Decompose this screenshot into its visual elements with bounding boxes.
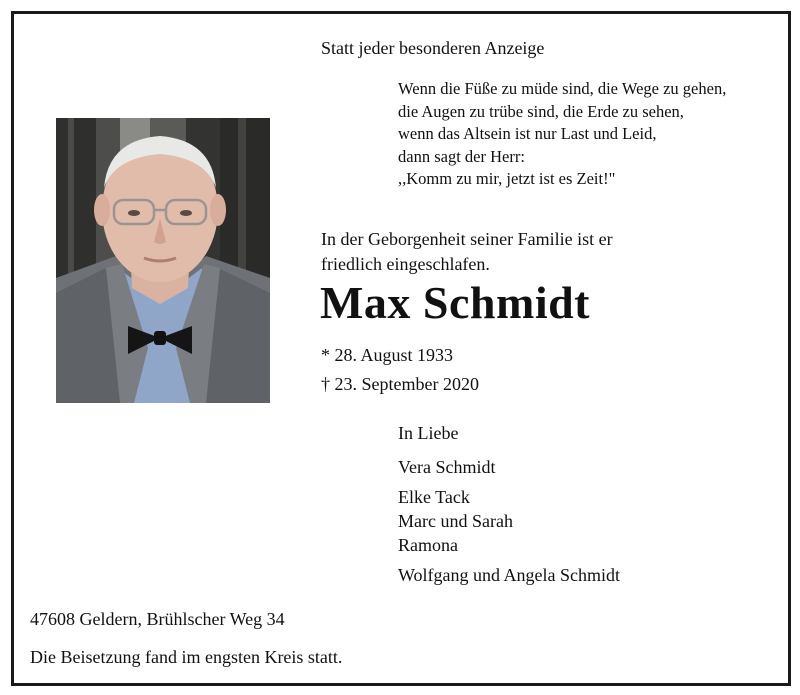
poem-line: Wenn die Füße zu müde sind, die Wege zu gehen, (398, 79, 727, 98)
mourner-name: Marc und Sarah (398, 511, 513, 531)
mourner-name: Vera Schmidt (398, 457, 496, 477)
death-date: † 23. September 2020 (321, 374, 479, 394)
intro-text (321, 227, 613, 276)
poem-line: die Augen zu trübe sind, die Erde zu sehen, (398, 101, 684, 121)
mourner-name: Ramona (398, 535, 458, 555)
birth-date: * 28. August 1933 (321, 345, 454, 365)
poem-line: wenn das Altsein ist nur Last und Leid, (398, 124, 657, 143)
burial-note: Die Beisetzung fand im engsten Kreis statt. (30, 647, 343, 667)
address: 47608 Geldern, Brühlscher Weg 34 (30, 609, 285, 629)
in-love-label: In Liebe (398, 423, 459, 443)
mourner-name: Elke Tack (398, 487, 470, 507)
deceased-name: Max Schmidt (320, 277, 590, 328)
poem-line: dann sagt der Herr: (398, 146, 525, 166)
intro-line: In der Geborgenheit seiner Familie ist er (321, 229, 613, 249)
poem-line: ,,Komm zu mir, jetzt ist es Zeit!" (398, 169, 616, 188)
poem (398, 78, 726, 191)
intro-line: friedlich eingeschlafen. (321, 253, 490, 274)
mourners-list (398, 455, 620, 587)
notice-headline: Statt jeder besonderen Anzeige (321, 38, 545, 58)
mourner-name: Wolfgang und Angela Schmidt (398, 565, 621, 585)
portrait-photo (56, 118, 270, 403)
